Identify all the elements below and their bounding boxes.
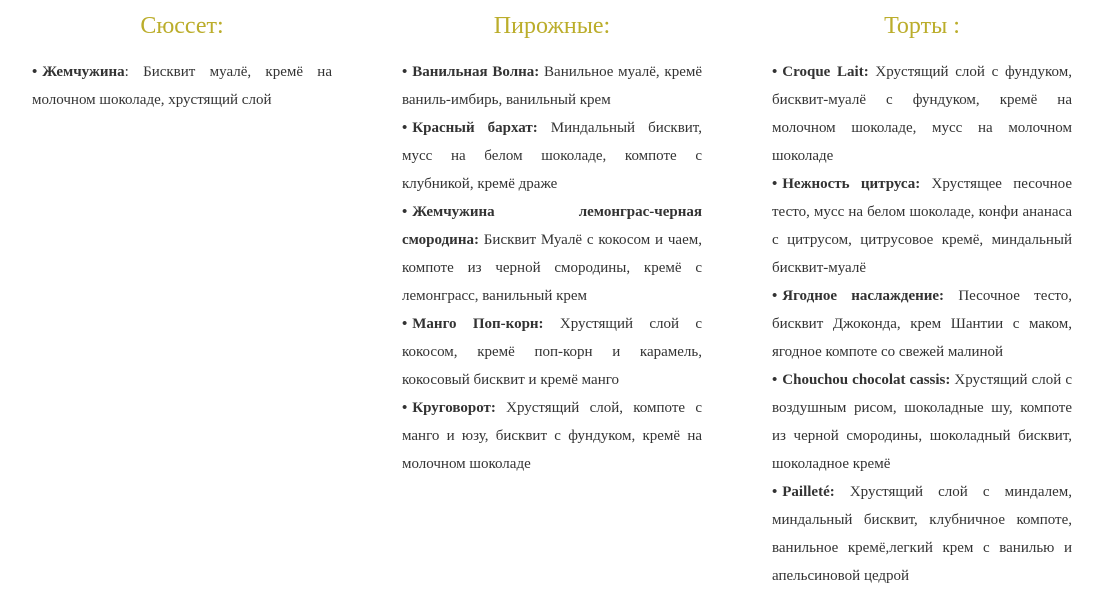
item-description: Хрустящий слой с миндалем, миндальный бисквит, клубничное компоте, ванильное кремё,легкий крем с ванилью и апельсиновой цедрой <box>772 484 1072 584</box>
bullet: • <box>772 176 778 192</box>
item-name: Pailleté: <box>782 484 835 500</box>
bullet: • <box>402 316 408 332</box>
item-list <box>32 58 332 114</box>
bullet: • <box>402 400 408 416</box>
menu-item <box>772 170 1072 282</box>
bullet: • <box>402 120 408 136</box>
column-syusset <box>32 12 332 114</box>
item-name: Chouchou chocolat cassis: <box>782 372 951 388</box>
item-name: Жемчужина лемонграс-черная смородина: <box>402 204 702 248</box>
menu-item <box>772 478 1072 590</box>
menu-item <box>402 310 702 394</box>
column-torty <box>772 12 1072 590</box>
menu-item <box>402 114 702 198</box>
item-name: Жемчужина <box>42 64 125 80</box>
column-title: Сюссет: <box>140 13 224 39</box>
item-description: Хрустящее песочное тесто, мусс на белом шоколаде, конфи ананаса с цитрусом, цитрусовое кремё, миндальный бисквит-муалё <box>772 176 1072 276</box>
item-list <box>772 58 1072 590</box>
bullet: • <box>402 64 408 80</box>
bullet: • <box>772 64 778 80</box>
column-title: Пирожные: <box>493 13 611 39</box>
item-description: Ванильное муалё, кремё ваниль-имбирь, ванильный крем <box>402 64 703 108</box>
item-name: Ванильная Волна: <box>412 64 540 80</box>
item-description: Хрустящий слой, компоте с манго и юзу, бисквит с фундуком, кремё на молочном шоколаде <box>402 400 702 472</box>
item-name: Красный бархат: <box>412 120 538 136</box>
menu-item <box>402 394 702 478</box>
item-description: Бисквит Муалё с кокосом и чаем, компоте из черной смородины, кремё с лемонграсс, ванильный крем <box>402 232 702 304</box>
item-description: Песочное тесто, бисквит Джоконда, крем Шантии с маком, ягодное компоте со свежей малиной <box>772 288 1072 360</box>
bullet: • <box>32 64 38 80</box>
item-list <box>402 58 702 478</box>
item-description: : Бисквит муалё, кремё на молочном шоколаде, хрустящий слой <box>32 64 332 108</box>
bullet: • <box>772 288 778 304</box>
item-name: Манго Поп-корн: <box>412 316 544 332</box>
bullet: • <box>772 372 778 388</box>
item-name: Нежность цитруса: <box>782 176 921 192</box>
column-pirozhnye <box>402 12 702 478</box>
bullet: • <box>772 484 778 500</box>
item-name: Круговорот: <box>412 400 496 416</box>
item-description: Миндальный бисквит, мусс на белом шоколаде, компоте с клубникой, кремё драже <box>402 120 702 192</box>
item-description: Хрустящий слой с воздушным рисом, шоколадные шу, компоте из черной смородины, шоколадный бисквит, шоколадное кремё <box>772 372 1072 472</box>
menu-item <box>402 58 702 114</box>
menu-item <box>772 366 1072 478</box>
menu-item <box>32 58 332 114</box>
menu-item <box>772 282 1072 366</box>
menu-item <box>772 58 1072 170</box>
bullet: • <box>402 204 408 220</box>
item-description: Хрустящий слой с фундуком, бисквит-муалё с фундуком, кремё на молочном шоколаде, мусс на молочном шоколаде <box>772 64 1072 164</box>
menu-item <box>402 198 702 310</box>
column-title: Торты : <box>884 13 960 39</box>
item-description: Хрустящий слой с кокосом, кремё поп-корн и карамель, кокосовый бисквит и кремё манго <box>402 316 703 388</box>
item-name: Croque Lait: <box>782 64 869 80</box>
item-name: Ягодное наслаждение: <box>782 288 945 304</box>
